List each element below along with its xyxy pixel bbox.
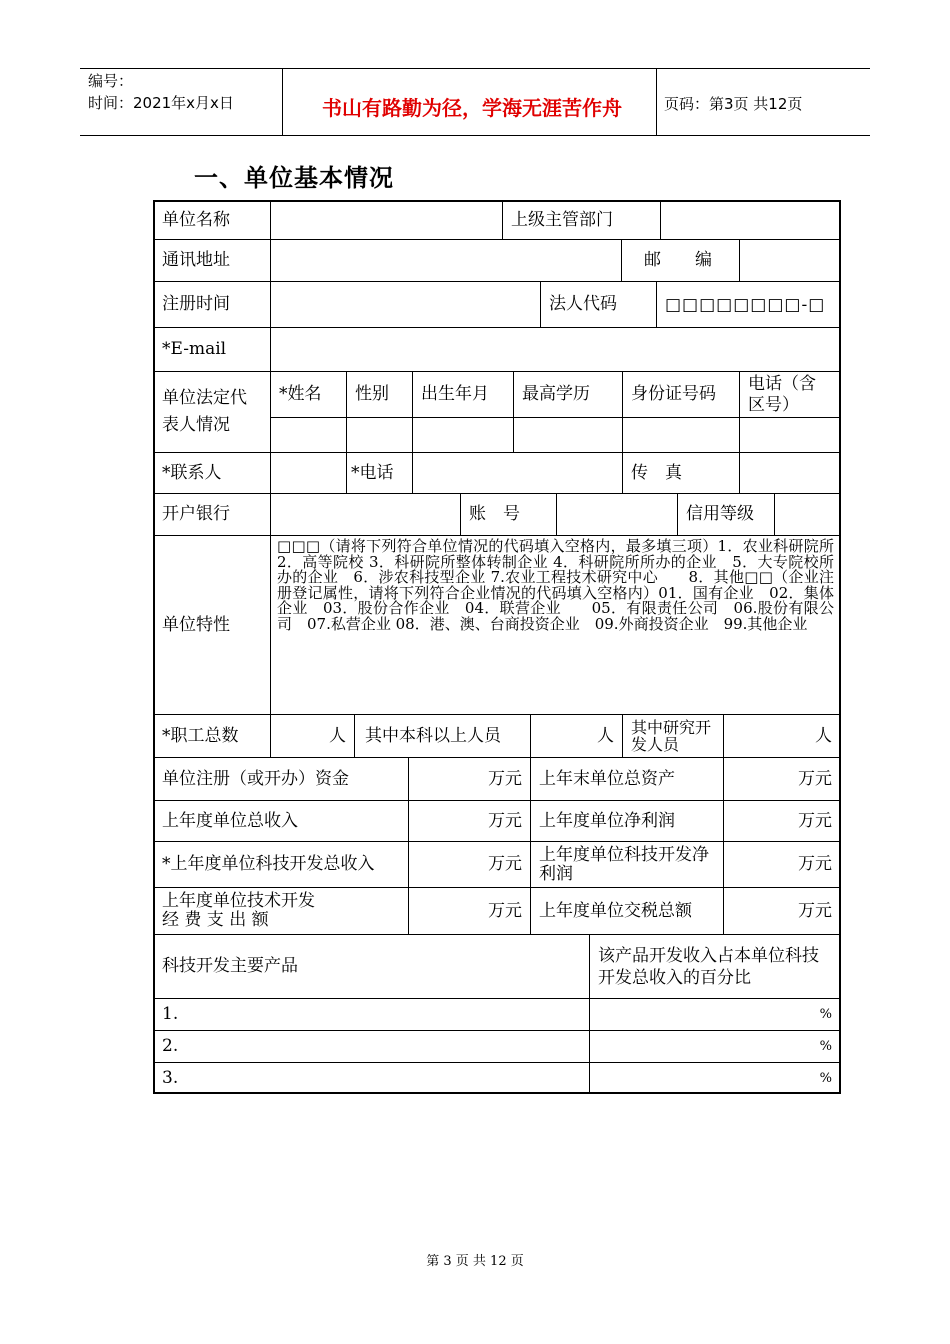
page-footer: 第 3 页 共 12 页 [426, 1254, 524, 1269]
col-rep-gender: 性别 [346, 371, 413, 418]
field-rep-edu[interactable] [513, 417, 623, 453]
label-total-assets: 上年末单位总资产 [530, 757, 724, 801]
field-unit-name[interactable] [270, 200, 503, 240]
label-reg-time: 注册时间 [153, 281, 271, 328]
label-fax: 传 真 [622, 452, 740, 494]
field-net-profit[interactable]: 万元 [723, 800, 841, 842]
label-bank: 开户银行 [153, 493, 271, 536]
label-contact: *联系人 [153, 452, 271, 494]
field-rep-birth[interactable] [412, 417, 514, 453]
product-row-3-pct[interactable]: % [589, 1062, 841, 1094]
field-rep-gender[interactable] [346, 417, 413, 453]
label-address: 通讯地址 [153, 239, 271, 282]
label-tech-expense: 上年度单位技术开发经 费 支 出 额 [153, 887, 409, 935]
col-rep-name: *姓名 [270, 371, 347, 418]
header-divider-right [656, 68, 657, 136]
label-net-profit: 上年度单位净利润 [530, 800, 724, 842]
product-row-2-pct[interactable]: % [589, 1030, 841, 1063]
field-supervisor[interactable] [660, 200, 841, 240]
col-rep-edu: 最高学历 [513, 371, 623, 418]
header-top-line [80, 68, 870, 69]
field-rep-id[interactable] [622, 417, 740, 453]
field-tax-total[interactable]: 万元 [723, 887, 841, 935]
field-email[interactable] [270, 327, 841, 372]
field-contact[interactable] [270, 452, 347, 494]
header-motto: 书山有路勤为径，学海无涯苦作舟 [322, 96, 622, 120]
label-staff-total: *职工总数 [153, 714, 271, 758]
label-product-pct: 该产品开发收入占本单位科技开发总收入的百分比 [589, 934, 841, 999]
label-legal-rep: 单位法定代表人情况 [153, 371, 271, 453]
label-tech-profit: 上年度单位科技开发净利润 [530, 841, 724, 888]
field-address[interactable] [270, 239, 622, 282]
product-row-1-name[interactable]: 1. [153, 998, 590, 1031]
label-tech-income: *上年度单位科技开发总收入 [153, 841, 409, 888]
field-bank[interactable] [270, 493, 461, 536]
label-contact-phone: *电话 [346, 452, 413, 494]
field-rep-name[interactable] [270, 417, 347, 453]
field-unit-nature[interactable]: □□□（请将下列符合单位情况的代码填入空格内，最多填三项）1．农业科研院所 2．高等院校 3．科研院所整体转制企业 4．科研院所所办的企业 5．大专院校所办的企业 6．涉农科技型企业 7.农业工程技术研究中心 8．其他□□（企业注册登记属性，请将下列符合企业情况的代码填入空格内）01．国有企业 02．集体企业 03．股份合作企业 04．联营企业 05．有限责任公司 06.股份有限公司 07.私营企业 08．港、澳、台商投资企业 09.外商投资企业 99.其他企业 [270, 535, 841, 715]
label-unit-nature: 单位特性 [153, 535, 271, 715]
field-account[interactable] [556, 493, 678, 536]
field-tech-expense[interactable]: 万元 [408, 887, 531, 935]
label-email: *E-mail [153, 327, 271, 372]
header-divider-left [282, 68, 283, 136]
product-row-2-name[interactable]: 2. [153, 1030, 590, 1063]
field-bachelor-staff[interactable]: 人 [530, 714, 623, 758]
header-page-info: 页码：第3页 共12页 [664, 95, 803, 113]
date-text: 时间：2021年x月x日 [88, 94, 234, 112]
field-reg-time[interactable] [270, 281, 541, 328]
field-rd-staff[interactable]: 人 [723, 714, 841, 758]
serial-label: 编号： [88, 72, 134, 90]
field-contact-phone[interactable] [412, 452, 623, 494]
label-main-products: 科技开发主要产品 [153, 934, 590, 999]
field-rep-phone[interactable] [739, 417, 841, 453]
label-account: 账 号 [460, 493, 557, 536]
label-unit-name: 单位名称 [153, 200, 271, 240]
label-reg-capital: 单位注册（或开办）资金 [153, 757, 409, 801]
field-tech-income[interactable]: 万元 [408, 841, 531, 888]
field-total-assets[interactable]: 万元 [723, 757, 841, 801]
header-bottom-line [80, 135, 870, 136]
col-rep-phone: 电话（含区号） [739, 371, 841, 418]
product-row-3-name[interactable]: 3. [153, 1062, 590, 1094]
field-staff-total[interactable]: 人 [270, 714, 355, 758]
field-fax[interactable] [739, 452, 841, 494]
field-total-income[interactable]: 万元 [408, 800, 531, 842]
col-rep-id: 身份证号码 [622, 371, 740, 418]
field-reg-capital[interactable]: 万元 [408, 757, 531, 801]
section-title: 一、单位基本情况 [194, 164, 394, 192]
col-rep-birth: 出生年月 [412, 371, 514, 418]
label-supervisor: 上级主管部门 [502, 200, 661, 240]
header-meta [88, 70, 234, 114]
label-rd-staff: 其中研究开发人员 [622, 714, 724, 758]
label-total-income: 上年度单位总收入 [153, 800, 409, 842]
label-credit: 信用等级 [677, 493, 775, 536]
field-credit[interactable] [774, 493, 841, 536]
product-row-1-pct[interactable]: % [589, 998, 841, 1031]
label-tax-total: 上年度单位交税总额 [530, 887, 724, 935]
label-legal-code: 法人代码 [540, 281, 657, 328]
label-postcode: 邮 编 [621, 239, 740, 282]
label-bachelor-staff: 其中本科以上人员 [354, 714, 531, 758]
field-legal-code[interactable]: □□□□□□□□-□ [656, 281, 841, 328]
field-tech-profit[interactable]: 万元 [723, 841, 841, 888]
field-postcode[interactable] [739, 239, 841, 282]
